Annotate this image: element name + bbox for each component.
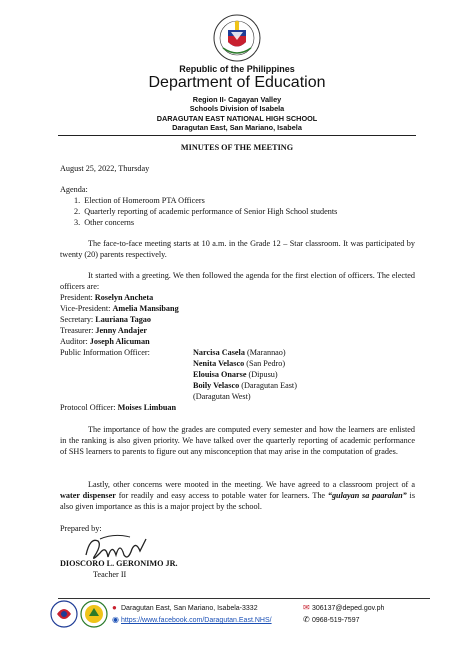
- school-footer-logo: [80, 600, 108, 628]
- officer-name: Moises Limbuan: [117, 403, 177, 412]
- meeting-date: August 25, 2022, Thursday: [60, 164, 150, 173]
- officer-role: Auditor:: [60, 337, 88, 346]
- paragraph-greeting: [60, 270, 415, 292]
- footer-email: [303, 603, 384, 612]
- location-icon: ●: [112, 603, 117, 612]
- officer-name: Nenita Velasco: [193, 359, 245, 368]
- school-name: DARAGUTAN EAST NATIONAL HIGH SCHOOL: [156, 113, 318, 123]
- officer-secretary: [60, 314, 151, 325]
- pio-officer: [193, 347, 286, 358]
- footer-facebook[interactable]: [112, 615, 272, 624]
- agenda-label: Agenda: [60, 185, 86, 194]
- document-title: MINUTES OF THE MEETING: [180, 143, 294, 152]
- officer-name: Elouisa Onarse: [193, 370, 247, 379]
- paragraph-meeting-start: [60, 238, 415, 260]
- pio-officer: [193, 358, 285, 369]
- agenda-item: [74, 195, 205, 206]
- officer-role: Treasurer:: [60, 326, 94, 335]
- officer-pio-label: Public Information Officer:: [60, 348, 150, 357]
- region-block: [0, 95, 474, 133]
- officer-name: Amelia Mansibang: [112, 304, 179, 313]
- emphasis-gulayan: “gulayan sa paaralan”: [327, 491, 407, 500]
- agenda-item-text: Election of Homeroom PTA Officers: [84, 196, 205, 205]
- paragraph-text: Lastly, other concerns were mooted in the meeting. We have agreed to a classroom project of a: [88, 480, 415, 489]
- header-divider: [58, 135, 416, 136]
- republic-line: Republic of the Philippines: [179, 64, 295, 74]
- agenda-item: [74, 206, 337, 217]
- officer-name: Boily Velasco: [193, 381, 240, 390]
- footer-phone-text: 0968-519-7597: [312, 617, 360, 624]
- footer-phone: [303, 615, 360, 624]
- agenda-item-number: 1.: [74, 196, 81, 205]
- region-line: Region II- Cagayan Valley: [192, 95, 282, 104]
- division-line: Schools Division of Isabela: [189, 104, 285, 114]
- officer-place: (Daragutan East): [241, 381, 297, 390]
- officer-name: Roselyn Ancheta: [94, 293, 154, 302]
- officer-role: Secretary:: [60, 315, 94, 324]
- agenda-item-text: Quarterly reporting of academic performance of Senior High School students: [84, 207, 338, 216]
- officer-president: [60, 292, 153, 303]
- footer-address-text: Daragutan East, San Mariano, Isabela-3332: [121, 605, 258, 612]
- agenda-item-number: 2.: [74, 207, 81, 216]
- school-address: Daragutan East, San Mariano, Isabela: [172, 123, 302, 133]
- agenda-item-number: 3.: [74, 218, 81, 227]
- officer-name: Lauriana Tagao: [95, 315, 151, 324]
- officer-treasurer: [60, 325, 147, 336]
- prepared-by-label: Prepared by:: [60, 524, 102, 533]
- pio-officer: [193, 369, 278, 380]
- agenda-item-text: Other concerns: [84, 218, 135, 227]
- officer-name: Jenny Andajer: [95, 326, 148, 335]
- officer-name: Joseph Alicuman: [89, 337, 150, 346]
- email-icon: ✉: [303, 603, 310, 612]
- deped-seal-logo: [213, 14, 261, 62]
- signatory-position: Teacher II: [93, 570, 127, 579]
- officer-place: (San Pedro): [246, 359, 286, 368]
- officer-role: Protocol Officer:: [60, 403, 116, 412]
- paragraph-other-concerns: [60, 479, 415, 512]
- officer-name: Narcisa Casela: [193, 348, 245, 357]
- pio-officer: [193, 380, 297, 391]
- officer-auditor: [60, 336, 150, 347]
- agenda-heading: Agenda:: [60, 185, 88, 194]
- pio-officer-extra: (Daragutan West): [193, 392, 251, 401]
- officer-role: Vice-President:: [60, 304, 111, 313]
- paragraph-grades: [60, 424, 415, 457]
- officer-place: (Marannao): [246, 348, 286, 357]
- facebook-link[interactable]: https://www.facebook.com/Daragutan.East.NHS/: [121, 617, 272, 624]
- footer-divider: [58, 598, 430, 599]
- footer-address: [112, 603, 258, 612]
- signatory-name: DIOSCORO L. GERONIMO JR.: [60, 559, 178, 568]
- department-name: Department of Education: [148, 74, 326, 91]
- paragraph-text: The importance of how the grades are computed every semester and how the learners are enlisted in the ranking is also given priority. We have talked over the quarterly reporting of academic performance of SHS learners to parents to figure out any misconception that may arise in the computation of grades.: [60, 425, 415, 456]
- officer-place: (Dipusu): [248, 370, 278, 379]
- paragraph-text: The face-to-face meeting starts at 10 a.m. in the Grade 12 – Star classroom. It was participated by twenty (20) parents respectively.: [60, 239, 415, 259]
- phone-icon: ✆: [303, 615, 310, 624]
- paragraph-text: It started with a greeting. We then followed the agenda for the first election of officers. The elected officers are:: [60, 271, 415, 291]
- footer-email-text: 306137@deped.gov.ph: [312, 605, 385, 612]
- paragraph-text: is also given importance as this is a major project by the school.: [60, 491, 416, 511]
- officer-role: President:: [60, 293, 93, 302]
- deped-footer-logo: [50, 600, 78, 628]
- officer-vice-president: [60, 303, 179, 314]
- facebook-icon: ◉: [112, 615, 119, 624]
- emphasis-water-dispenser: water dispenser: [60, 491, 116, 500]
- officer-protocol: [60, 402, 176, 413]
- agenda-item: [74, 217, 134, 228]
- paragraph-text: for readily and easy access to potable water for learners. The: [118, 491, 326, 500]
